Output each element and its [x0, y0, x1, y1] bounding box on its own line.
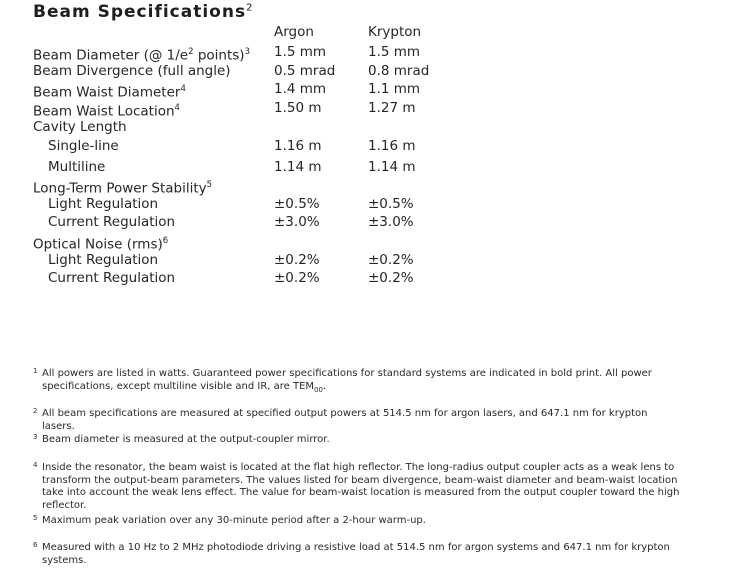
spec-label: Light Regulation [48, 252, 159, 268]
argon-value: ±0.2% [274, 270, 320, 286]
footnote-4: 4 Inside the resonator, the beam waist is located at the flat high reflector. The long-radius output coupler acts as a weak lens to transform the output-beam parameters. The values listed for beam divergence, beam-waist diameter and beam-waist location take into account the weak lens effect. The value for beam-waist location is measured from the output coupler toward the high reflector. [33, 461, 680, 511]
footnote-2: 2 All beam specifications are measured at specified output powers at 514.5 nm for argon lasers, and 647.1 nm for krypton lasers. [33, 407, 648, 432]
spec-label: Beam Waist Diameter$^4$ [33, 84, 186, 101]
footnote-3: 3 Beam diameter is measured at the output-coupler mirror. [33, 433, 330, 445]
spec-row-beam-waist-location [33, 99, 733, 120]
argon-value: 1.5 mm [274, 44, 327, 60]
spec-label: Current Regulation [48, 270, 176, 286]
column-header-krypton: Krypton [368, 24, 422, 40]
spec-label: Single-line [48, 138, 119, 154]
spec-label: Beam Diameter (@ $1/e^2$ points)$^3$ [33, 47, 250, 64]
argon-value: ±0.2% [274, 252, 320, 268]
spec-row-noise-light [33, 251, 733, 269]
spec-label: Light Regulation [48, 196, 159, 212]
argon-value: 1.16 m [274, 138, 322, 154]
argon-value: 1.50 m [274, 100, 322, 116]
spec-row-beam-diameter [33, 43, 733, 64]
spec-label: Beam Divergence (full angle) [33, 63, 231, 79]
krypton-value: 1.5 mm [368, 44, 421, 60]
krypton-value: ±0.2% [368, 270, 414, 286]
spec-label: Cavity Length [33, 119, 127, 135]
footnote-6: 6 Measured with a 10 Hz to 2 MHz photodiode driving a resistive load at 514.5 nm for argon systems and 647.1 nm for krypton systems. [33, 541, 670, 566]
argon-value: 1.14 m [274, 159, 322, 175]
spec-label: Beam Waist Location$^4$ [33, 103, 180, 120]
spec-row-cavity-length [33, 118, 733, 136]
spec-row-stability-light [33, 195, 733, 213]
krypton-value: ±3.0% [368, 214, 414, 230]
spec-row-multiline [33, 158, 733, 176]
page-title: Beam Specifications$^2$ [33, 2, 253, 22]
krypton-value: 1.14 m [368, 159, 416, 175]
footnote-1: 1 All powers are listed in watts. Guaranteed power specifications for standard systems are indicated in bold print. All power specifications, except multiline visible and IR, are $TEM_{00}$. [33, 367, 652, 394]
spec-row-single-line [33, 137, 733, 155]
argon-value: 0.5 mrad [274, 63, 336, 79]
spec-label: Optical Noise (rms)$^6$ [33, 236, 169, 253]
argon-value: 1.4 mm [274, 81, 327, 97]
spec-label: Current Regulation [48, 214, 176, 230]
column-header-argon: Argon [274, 24, 314, 40]
spec-row-stability-current [33, 213, 733, 231]
krypton-value: 0.8 mrad [368, 63, 430, 79]
krypton-value: 1.16 m [368, 138, 416, 154]
spec-row-optical-noise [33, 232, 733, 253]
spec-row-beam-divergence [33, 62, 733, 80]
krypton-value: 1.27 m [368, 100, 416, 116]
krypton-value: 1.1 mm [368, 81, 421, 97]
footnote-5: 5 Maximum peak variation over any 30-minute period after a 2-hour warm-up. [33, 514, 426, 526]
spec-row-beam-waist-diameter [33, 80, 733, 101]
spec-label: Long-Term Power Stability$^5$ [33, 180, 213, 197]
argon-value: ±0.5% [274, 196, 320, 212]
spec-row-noise-current [33, 269, 733, 287]
krypton-value: ±0.5% [368, 196, 414, 212]
spec-row-power-stability [33, 176, 733, 197]
krypton-value: ±0.2% [368, 252, 414, 268]
spec-label: Multiline [48, 159, 106, 175]
argon-value: ±3.0% [274, 214, 320, 230]
